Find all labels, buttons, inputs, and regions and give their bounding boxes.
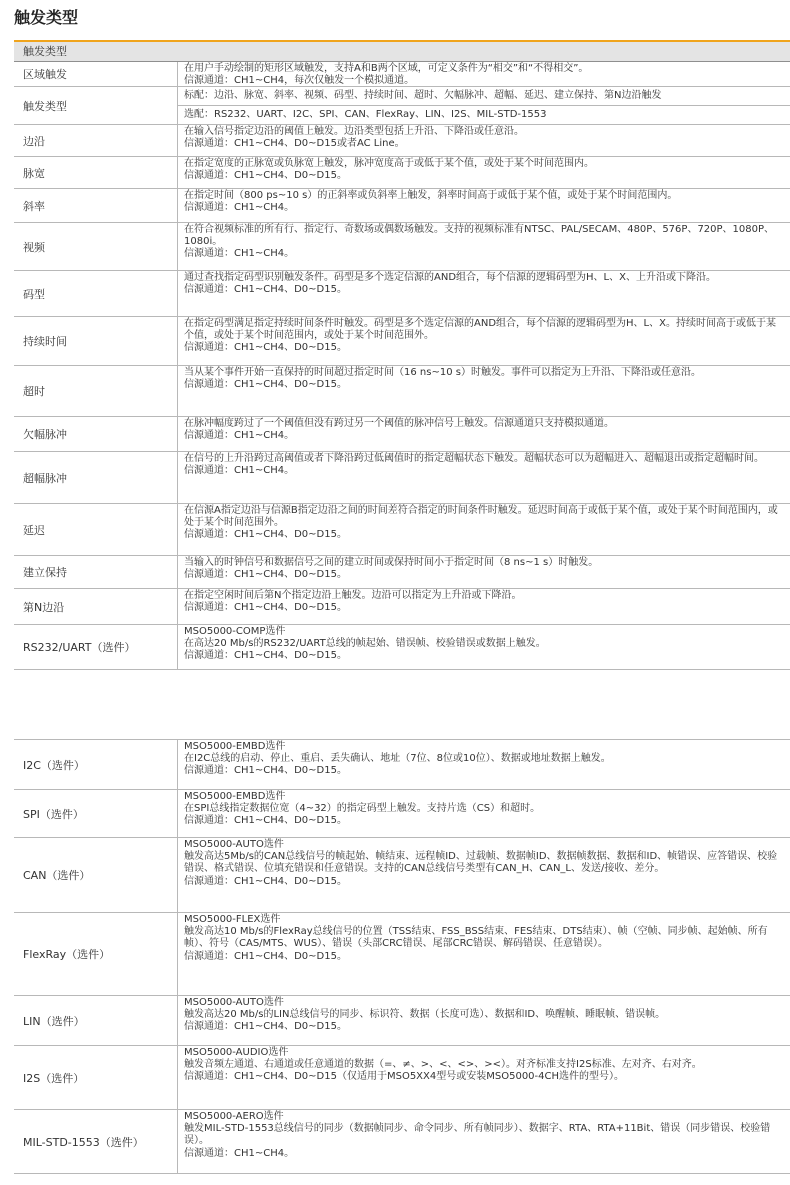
row-desc: 在指定时间（800 ps~10 s）的正斜率或负斜率上触发，斜率时间高于或低于某个值，或处于某个时间范围内。 信源通道：CH1~CH4。 [184,190,678,214]
table-row-nth-edge [14,589,790,625]
row-desc: 在用户手动绘制的矩形区域触发，支持A和B两个区域，可定义条件为“相交”和“不得相交”。 信源通道：CH1~CH4，每次仅触发一个模拟通道。 [184,63,589,86]
table-row-timeout [14,366,790,417]
row-desc: MSO5000-FLEX选件 触发高达10 Mb/s的FlexRay总线信号的位置（TSS结束、FSS_BSS结束、FES结束、DTS结束）、帧（空帧、同步帧、起始帧、所有帧）、符号（CAS/MTS、WUS）、错误（头部CRC错误、尾部CRC错误、解码错误、任意错误）。 信源通道：CH1~CH4、D0~D15。 [184,914,768,962]
row-label: 欠幅脉冲 [14,417,178,451]
row-label: 触发类型 [14,87,178,124]
row-label: I2S（选件） [14,1046,178,1109]
table-row-delay [14,504,790,556]
row-desc: 在输入信号指定边沿的阈值上触发。边沿类型包括上升沿、下降沿或任意沿。 信源通道：CH1~CH4、D0~D15或者AC Line。 [184,126,524,150]
table-row-pulse [14,157,790,189]
optional-triggers: 选配：RS232、UART、I2C、SPI、CAN、FlexRay、LIN、I2S、MIL-STD-1553 [178,105,790,124]
row-desc: MSO5000-AUTO选件 触发高达5Mb/s的CAN总线信号的帧起始、帧结束、远程帧ID、过载帧、数据帧ID、数据帧数据、数据和ID、帧错误、应答错误、校验错误、格式错误、位填充错误和任意错误。支持的CAN总线信号类型有CAN_H、CAN_L、发送/接收、差分。 信源通道：CH1~CH4、D0~D15。 [184,839,778,887]
row-label: 持续时间 [14,317,178,365]
table-row-trigger-types [14,87,790,125]
row-label: 边沿 [14,125,178,156]
table-header: 触发类型 [14,40,790,62]
row-desc: MSO5000-AUTO选件 触发高达20 Mb/s的LIN总线信号的同步、标识符、数据（长度可选）、数据和ID、唤醒帧、睡眠帧、错误帧。 信源通道：CH1~CH4、D0~D15。 [184,997,666,1033]
table-row-slope [14,189,790,223]
row-desc: MSO5000-COMP选件 在高达20 Mb/s的RS232/UART总线的帧起始、错误帧、校验错误或数据上触发。 信源通道：CH1~CH4、D0~D15。 [184,626,546,662]
table-row-duration [14,317,790,366]
row-label: 超时 [14,366,178,416]
row-desc: 当输入的时钟信号和数据信号之间的建立时间或保持时间小于指定时间（8 ns~1 s）时触发。 信源通道：CH1~CH4、D0~D15。 [184,557,599,581]
trigger-table-b [14,739,790,1174]
row-label: FlexRay（选件） [14,913,178,995]
table-row-i2c [14,740,790,790]
row-label: RS232/UART（选件） [14,625,178,669]
row-label: 建立保持 [14,556,178,588]
row-desc: MSO5000-EMBD选件 在I2C总线的启动、停止、重启、丢失确认、地址（7位、8位或10位）、数据或地址数据上触发。 信源通道：CH1~CH4、D0~D15。 [184,741,611,777]
table-row-pattern [14,271,790,317]
row-label: LIN（选件） [14,996,178,1045]
row-label: 码型 [14,271,178,316]
row-label: 斜率 [14,189,178,222]
table-row-edge [14,125,790,157]
row-label: SPI（选件） [14,790,178,837]
row-desc: MSO5000-AERO选件 触发MIL-STD-1553总线信号的同步（数据帧同步、命令同步、所有帧同步）、数据字、RTA、RTA+11Bit、错误（同步错误、校验错误）。 信源通道：CH1~CH4。 [184,1111,771,1159]
row-desc: MSO5000-AUDIO选件 触发音频左通道、右通道或任意通道的数据（=、≠、>、<、<>、><）。对齐标准支持I2S标准、左对齐、右对齐。 信源通道：CH1~CH4、D0~D15（仅适用于MSO5XX4型号或安装MSO5000-4CH选件的型号）。 [184,1047,702,1083]
table-row-window [14,452,790,504]
table-row-runt [14,417,790,452]
row-desc [178,87,790,124]
row-desc: 当从某个事件开始一直保持的时间超过指定时间（16 ns~10 s）时触发。事件可以指定为上升沿、下降沿或任意沿。 信源通道：CH1~CH4、D0~D15。 [184,367,701,391]
table-row-i2s [14,1046,790,1110]
table-row-spi [14,790,790,838]
row-desc: 在信源A指定边沿与信源B指定边沿之间的时间差符合指定的时间条件时触发。延迟时间高于或低于某个值，或处于某个时间范围内，或处于某个时间范围外。 信源通道：CH1~CH4、D0~D15。 [184,505,778,541]
row-desc: 在符合视频标准的所有行、指定行、奇数场或偶数场触发。支持的视频标准有NTSC、PAL/SECAM、480P、576P、720P、1080P、1080i。 信源通道：CH1~CH4。 [184,224,775,260]
row-label: 脉宽 [14,157,178,188]
table-row-rs232 [14,625,790,670]
row-label: 延迟 [14,504,178,555]
row-label: MIL-STD-1553（选件） [14,1110,178,1173]
row-desc: 在指定码型满足指定持续时间条件时触发。码型是多个选定信源的AND组合，每个信源的逻辑码型为H、L、X。持续时间高于或低于某个值，或处于某个时间范围内，或处于某个时间范围外。 信源通道：CH1~CH4、D0~D15。 [184,318,776,354]
table-row-lin [14,996,790,1046]
table-row-mil-std-1553 [14,1110,790,1174]
row-desc: MSO5000-EMBD选件 在SPI总线指定数据位宽（4~32）的指定码型上触发。支持片选（CS）和超时。 信源通道：CH1~CH4、D0~D15。 [184,791,541,827]
row-desc: 在指定空闲时间后第N个指定边沿上触发。边沿可以指定为上升沿或下降沿。 信源通道：CH1~CH4、D0~D15。 [184,590,522,614]
row-desc: 在脉冲幅度跨过了一个阈值但没有跨过另一个阈值的脉冲信号上触发。信源通道只支持模拟通道。 信源通道：CH1~CH4。 [184,418,614,442]
row-label: 区域触发 [14,62,178,86]
trigger-table-a [14,40,790,670]
row-label: I2C（选件） [14,740,178,789]
table-row-zone [14,62,790,87]
row-label: 第N边沿 [14,589,178,624]
row-desc: 在指定宽度的正脉宽或负脉宽上触发，脉冲宽度高于或低于某个值，或处于某个时间范围内。 信源通道：CH1~CH4、D0~D15。 [184,158,594,182]
row-label: CAN（选件） [14,838,178,912]
table-row-setup-hold [14,556,790,589]
table-row-can [14,838,790,913]
row-label: 超幅脉冲 [14,452,178,503]
page-title: 触发类型 [14,8,79,27]
row-desc: 在信号的上升沿跨过高阈值或者下降沿跨过低阈值时的指定超幅状态下触发。超幅状态可以为超幅进入、超幅退出或指定超幅时间。 信源通道：CH1~CH4。 [184,453,764,477]
table-row-video [14,223,790,271]
row-desc: 通过查找指定码型识别触发条件。码型是多个选定信源的AND组合，每个信源的逻辑码型为H、L、X、上升沿或下降沿。 信源通道：CH1~CH4、D0~D15。 [184,272,716,296]
standard-triggers: 标配：边沿、脉宽、斜率、视频、码型、持续时间、超时、欠幅脉冲、超幅、延迟、建立保持、第N边沿触发 [184,89,662,101]
row-label: 视频 [14,223,178,270]
table-row-flexray [14,913,790,996]
